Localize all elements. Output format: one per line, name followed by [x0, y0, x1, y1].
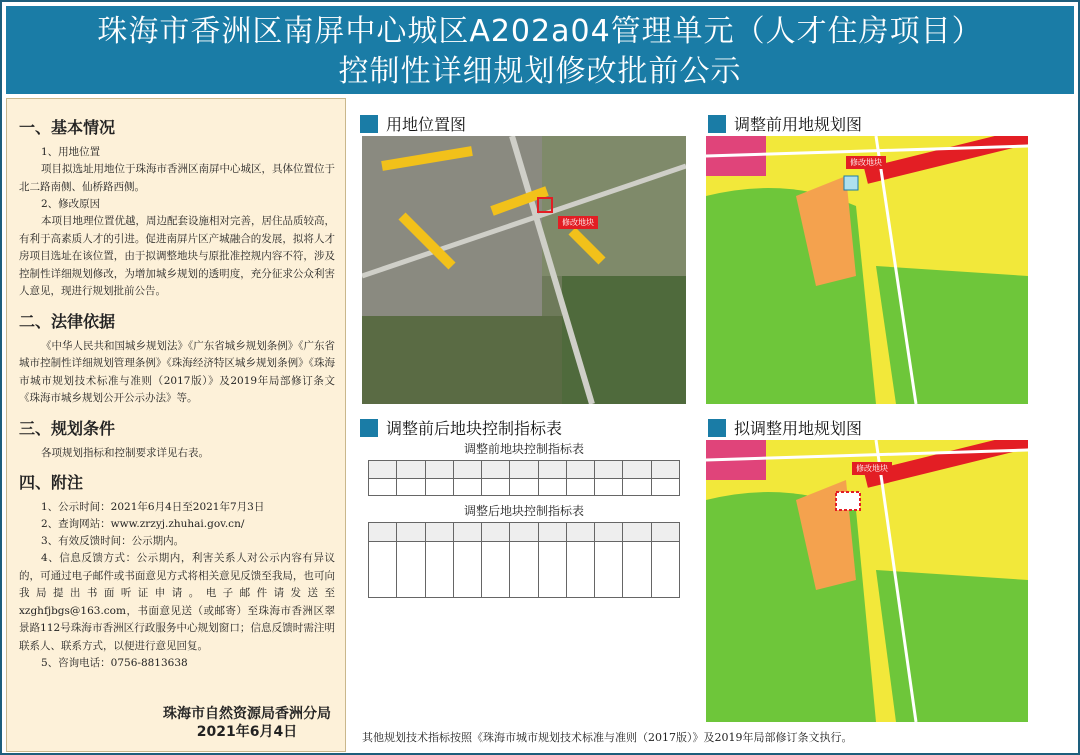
- table-section-title: 调整前后地块控制指标表: [386, 419, 563, 438]
- left-text-panel: [6, 98, 346, 752]
- site-label-before: 修改地块: [846, 156, 886, 169]
- section-1-sub2: 2、修改原因: [41, 198, 101, 210]
- section-1-title: 一、基本情况: [19, 118, 116, 137]
- heading-square-icon: [708, 419, 726, 437]
- header-banner: [6, 6, 1074, 94]
- section-1-para2: 本项目地理位置优越，周边配套设施相对完善，居住品质较高，有利于高素质人才的引进。促进南屏片区产城融合的发展，拟将人才房项目选址在该位置，由于拟调整地块与原批准控规内容不符，涉及控制性详细规划修改，为增加城乡规划的透明度，充分征求公众利害人意见，现进行规划批前公告。: [19, 215, 335, 297]
- site-label-after: 修改地块: [852, 462, 892, 475]
- before-plan-graphic: [706, 136, 1028, 404]
- note-1: 1、公示时间：2021年6月4日至2021年7月3日: [41, 501, 265, 513]
- section-2-title: 二、法律依据: [19, 311, 116, 331]
- table1-title: 调整前地块控制指标表: [463, 442, 584, 456]
- note-3: 3、有效反馈时间：公示期内。: [41, 535, 185, 547]
- before-plan-map: [706, 136, 1028, 404]
- location-map-title: 用地位置图: [386, 115, 467, 134]
- note-4: 4、信息反馈方式：公示期内，利害关系人对公示内容有异议的，可通过电子邮件或书面意见方式将相关意见反馈至我局，也可向我局提出书面听证申请。电子邮件请发送至xzghfjbgs@163.com，书面意见送（或邮寄）至珠海市香洲区翠景路112号珠海市香洲区行政服务中心规划窗口；信息反馈时需注明联系人、联系方式，以便进行意见回复。: [19, 552, 335, 652]
- right-figure-panel: [348, 98, 1076, 752]
- location-aerial-map: [362, 136, 686, 404]
- before-map-heading: [708, 112, 862, 135]
- heading-square-icon: [360, 419, 378, 437]
- table1: [368, 460, 680, 496]
- signature-date: 2021年6月4日: [196, 724, 298, 740]
- after-map-heading: [708, 416, 862, 439]
- section-1-para1: 项目拟选址用地位于珠海市香洲区南屏中心城区，具体位置位于北二路南侧、仙桥路西侧。: [19, 163, 335, 193]
- page-subtitle: 控制性详细规划修改批前公示: [338, 54, 742, 89]
- heading-square-icon: [360, 115, 378, 133]
- site-label-aerial: 修改地块: [558, 216, 598, 229]
- section-3-title: 三、规划条件: [19, 418, 116, 438]
- table2-title: 调整后地块控制指标表: [463, 504, 584, 518]
- section-3-para: 各项规划指标和控制要求详见右表。: [41, 446, 209, 459]
- note-5: 5、咨询电话：0756-8813638: [41, 657, 188, 669]
- before-map-title: 调整前用地规划图: [734, 115, 863, 134]
- signature-block: [163, 705, 331, 741]
- page-title: 珠海市香洲区南屏中心城区A202a04管理单元（人才住房项目）: [97, 14, 983, 49]
- note-2: 2、查询网站：www.zrzyj.zhuhai.gov.cn/: [41, 518, 245, 530]
- after-map-title: 拟调整用地规划图: [734, 419, 863, 438]
- table2: [368, 522, 680, 598]
- table-section-heading: [360, 416, 562, 439]
- bottom-note: 其他规划技术指标按照《珠海市城市规划技术标准与准则（2017版）》及2019年局部修订条文执行。: [362, 731, 853, 744]
- section-1-sub1: 1、用地位置: [41, 146, 101, 158]
- location-map-heading: [360, 112, 466, 135]
- after-plan-map: [706, 440, 1028, 722]
- heading-square-icon: [708, 115, 726, 133]
- after-plan-graphic: [706, 440, 1028, 722]
- section-2-para: 《中华人民共和国城乡规划法》《广东省城乡规划条例》《广东省城市控制性详细规划管理条例》《珠海经济特区城乡规划条例》《珠海市城市规划技术标准与准则（2017版）》及2019年局部修订条文《珠海市城乡规划公开公示办法》等。: [19, 339, 335, 404]
- aerial-photo-graphic: [362, 136, 686, 404]
- section-4-title: 四、附注: [19, 473, 84, 492]
- signature-org: 珠海市自然资源局香洲分局: [163, 706, 331, 722]
